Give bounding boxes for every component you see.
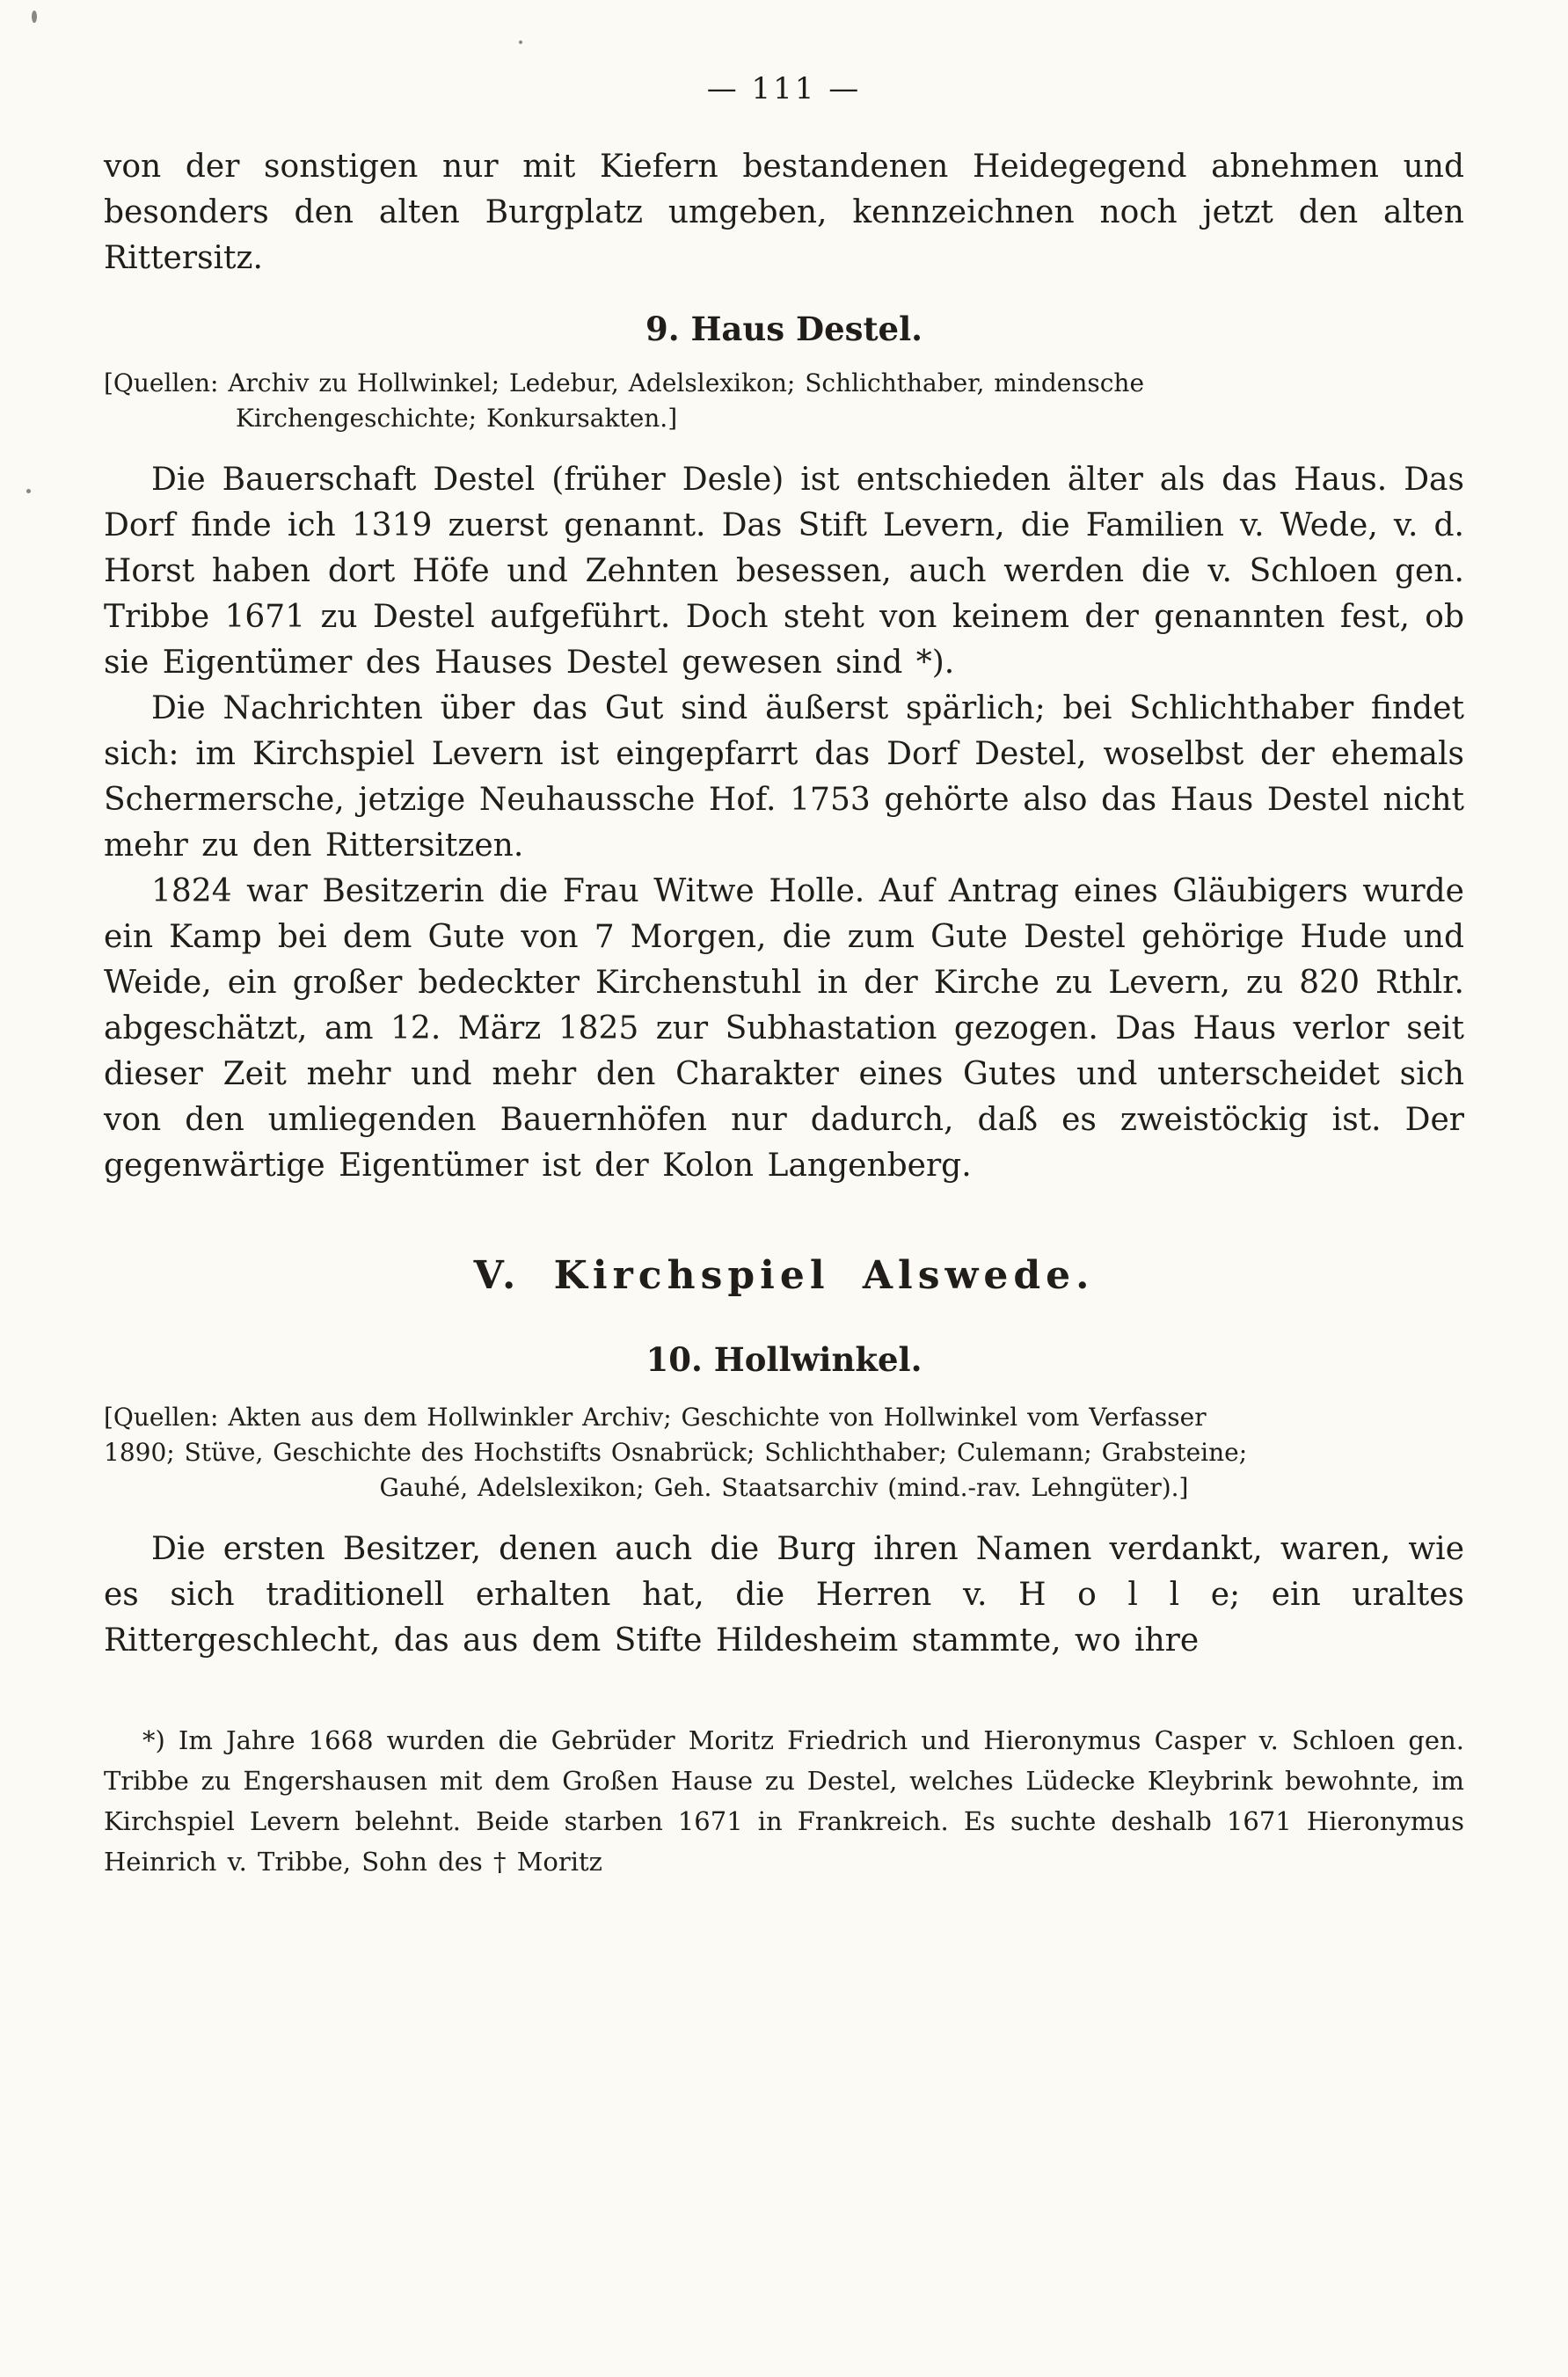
intro-paragraph: von der sonstigen nur mit Kiefern bestandenen Heidegegend abnehmen und besonders den alten Burgplatz umgeben, kennzeichnen noch jetzt den alten Rittersitz. (104, 149, 1464, 276)
section-heading-haus-destel: 9. Haus Destel. (645, 310, 923, 348)
section-heading-hollwinkel: 10. Hollwinkel. (645, 1340, 923, 1379)
sources-line: [Quellen: Akten aus dem Hollwinkler Archiv; Geschichte von Hollwinkel vom Verfasser (104, 1403, 1207, 1432)
destel-paragraph-3: 1824 war Besitzerin die Frau Witwe Holle. Auf Antrag eines Gläubigers wurde ein Kamp bei dem Gute von 7 Morgen, die zum Gute Destel gehörige Hude und Weide, ein großer bedeckter Kirchenstuhl in der Kirche zu Levern, zu 820 Rthlr. abgeschätzt, am 12. März 1825 zur Subhastation gezogen. Das Haus verlor seit dieser Zeit mehr und mehr den Charakter eines Gutes und unterscheidet sich von den umliegenden Bauernhöfen nur dadurch, daß es zweistöckig ist. Der gegenwärtige Eigentümer ist der Kolon Langenberg. (104, 873, 1464, 1184)
page-number: — 111 — (706, 71, 862, 106)
footnote: *) Im Jahre 1668 wurden die Gebrüder Moritz Friedrich und Hieronymus Casper v. Schloen gen. Tribbe zu Engershausen mit dem Großen Hause zu Destel, welches Lüdecke Kleybrink bewohnte, im Kirchspiel Levern belehnt. Beide starben 1671 in Frankreich. Es suchte deshalb 1671 Hieronymus Heinrich v. Tribbe, Sohn des † Moritz (104, 1725, 1464, 1877)
sources-line: [Quellen: Archiv zu Hollwinkel; Ledebur, Adelslexikon; Schlichthaber, mindensche (104, 368, 1145, 397)
scan-artifact (32, 11, 37, 23)
sources-line: Kirchengeschichte; Konkursakten.] (236, 404, 678, 433)
hollwinkel-paragraph-1: Die ersten Besitzer, denen auch die Burg ihren Namen verdankt, waren, wie es sich traditionell erhalten hat, die Herren v. H o l l e; ein uraltes Rittergeschlecht, das aus dem Stifte Hildesheim stammte, wo ihre (104, 1531, 1464, 1659)
sources-note-hollwinkel (104, 1400, 1464, 1506)
scan-artifact (519, 40, 522, 44)
sources-note-destel (104, 366, 1464, 436)
scan-artifact (26, 489, 31, 493)
sources-line: 1890; Stüve, Geschichte des Hochstifts Osnabrück; Schlichthaber; Culemann; Grabsteine; (104, 1438, 1248, 1467)
destel-paragraph-1: Die Bauerschaft Destel (früher Desle) ist entschieden älter als das Haus. Das Dorf finde ich 1319 zuerst genannt. Das Stift Levern, die Familien v. Wede, v. d. Horst haben dort Höfe und Zehnten besessen, auch werden die v. Schloen gen. Tribbe 1671 zu Destel aufgeführt. Doch steht von keinem der genannten fest, ob sie Eigentümer des Hauses Destel gewesen sind *). (104, 462, 1464, 681)
sources-line: Gauhé, Adelslexikon; Geh. Staatsarchiv (mind.-rav. Lehngüter).] (379, 1473, 1189, 1502)
chapter-heading-kirchspiel-alswede: V. Kirchspiel Alswede. (473, 1253, 1095, 1298)
destel-paragraph-2: Die Nachrichten über das Gut sind äußerst spärlich; bei Schlichthaber findet sich: im Kirchspiel Levern ist eingepfarrt das Dorf Destel, woselbst der ehemals Schermersche, jetzige Neuhaussche Hof. 1753 gehörte also das Haus Destel nicht mehr zu den Rittersitzen. (104, 690, 1464, 864)
